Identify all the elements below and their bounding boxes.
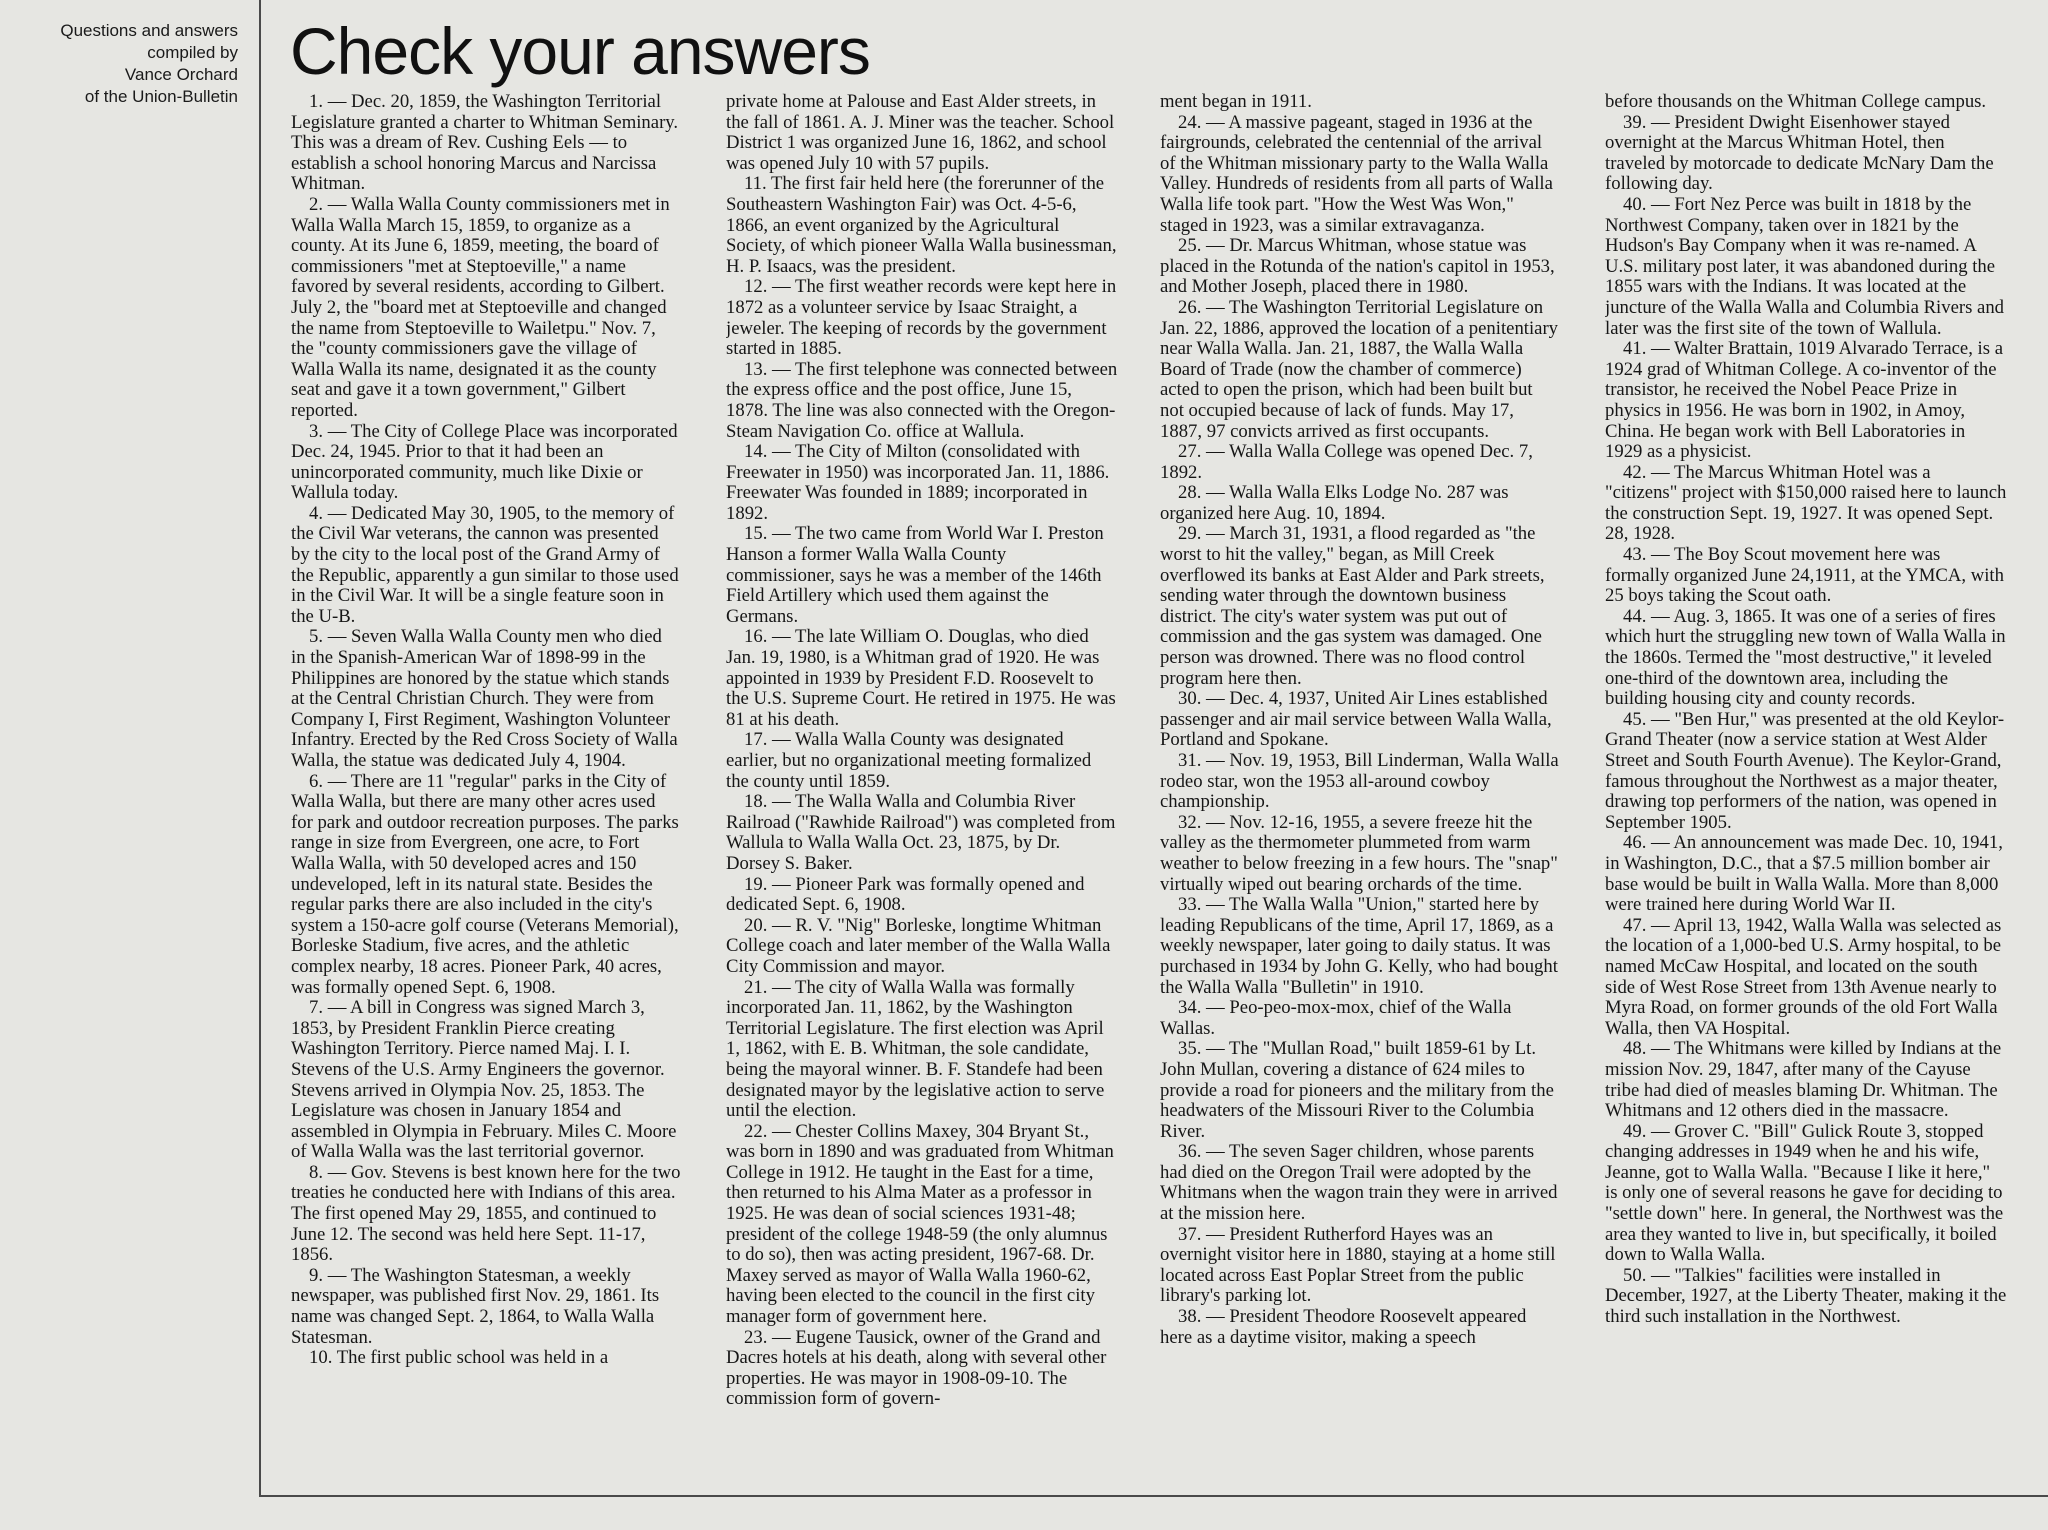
answer-paragraph: 38. — President Theodore Roosevelt appeared here as a daytime visitor, making a speech — [1160, 1306, 1527, 1348]
answer-paragraph: 32. — Nov. 12-16, 1955, a severe freeze hit the valley as the thermometer plummeted from warm weather to below freezing in a few hours. The "snap" virtually wiped out bearing orchards of the time. — [1160, 811, 1558, 895]
answer-paragraph: 46. — An announcement was made Dec. 10, 1941, in Washington, D.C., that a $7.5 million bomber air base would be built in Walla Walla. More than 8,000 were trained here during World War II. — [1605, 832, 2003, 916]
answer-paragraph: 44. — Aug. 3, 1865. It was one of a series of fires which hurt the struggling new town of Walla Walla in the 1860s. Termed the "most destructive," it leveled one-third of the downtown area, including the building housing city and county records. — [1605, 605, 2006, 710]
answer-paragraph: 26. — The Washington Territorial Legislature on Jan. 22, 1886, approved the location of a penitentiary near Walla Walla. Jan. 21, 1887, the Walla Walla Board of Trade (now the chamber of commerce) acted to open the prison, which had been built but not occupied because of lack of funds. May 17, 1887, 97 convicts arrived as first occupants. — [1160, 296, 1559, 442]
answer-paragraph: 33. — The Walla Walla "Union," started here by leading Republicans of the time, April 17, 1869, as a weekly newspaper, later going to daily status. It was purchased in 1934 by John G. Kelly, who had bought the Walla Walla "Bulletin" in 1910. — [1160, 894, 1558, 998]
answer-paragraph: 43. — The Boy Scout movement here was formally organized June 24,1911, at the YMCA, with 25 boys taking the Scout oath. — [1605, 544, 2004, 607]
answer-paragraph: before thousands on the Whitman College campus. — [1605, 92, 1987, 112]
answer-paragraph: 48. — The Whitmans were killed by Indians at the mission Nov. 29, 1847, after many of the Cayuse tribe had died of measles blaming Dr. Whitman. The Whitmans and 12 others died in the massacre. — [1605, 1038, 2002, 1122]
answer-paragraph: 22. — Chester Collins Maxey, 304 Bryant St., was born in 1890 and was graduated from Whitman College in 1912. He taught in the East for a time, then returned to his Alma Mater as a professor in 1925. He was dean of social sciences 1931-48; president of the college 1948-59 (the only alumnus to do so), then was acting president, 1967-68. Dr. Maxey served as mayor of Walla Walla 1960-62, having been elected to the council in the first city manager form of government here. — [726, 1120, 1114, 1328]
article-column-3 — [1160, 92, 1560, 1492]
answer-paragraph: 13. — The first telephone was connected between the express office and the post office, June 15, 1878. The line was also connected with the Oregon-Steam Navigation Co. office at Wallula. — [726, 358, 1118, 442]
answer-paragraph: 27. — Walla Walla College was opened Dec. 7, 1892. — [1160, 441, 1533, 483]
article-column-1 — [291, 92, 681, 1492]
answer-paragraph: 18. — The Walla Walla and Columbia River Railroad ("Rawhide Railroad") was completed from Wallula to Walla Walla Oct. 23, 1875, by Dr. Dorsey S. Baker. — [726, 791, 1116, 874]
answer-paragraph: 21. — The city of Walla Walla was formally incorporated Jan. 11, 1862, by the Washington Territorial Legislature. The first election was April 1, 1862, with E. B. Whitman, the sole candidate, being the mayoral winner. B. F. Standefe had been designated mayor by the legislative action to serve until the election. — [726, 976, 1105, 1122]
answer-paragraph: 34. — Peo-peo-mox-mox, chief of the Walla Wallas. — [1160, 997, 1512, 1039]
answer-paragraph: 8. — Gov. Stevens is best known here for the two treaties he conducted here with Indians of this area. The first opened May 29, 1855, and continued to June 12. The second was held here Sept. 11-17, 1856. — [291, 1161, 681, 1266]
answer-paragraph: 5. — Seven Walla Walla County men who died in the Spanish-American War of 1898-99 in the Philippines are honored by the statue which stands at the Central Christian Church. They were from Company I, First Regiment, Washington Volunteer Infantry. Erected by the Red Cross Society of Walla Walla, the statue was dedicated July 4, 1904. — [291, 626, 678, 771]
answer-paragraph: 20. — R. V. "Nig" Borleske, longtime Whitman College coach and later member of the Walla Walla City Commission and mayor. — [726, 914, 1111, 977]
answer-paragraph: 25. — Dr. Marcus Whitman, whose statue was placed in the Rotunda of the nation's capitol in 1953, and Mother Joseph, placed there in 1980. — [1160, 235, 1555, 298]
answer-paragraph: 31. — Nov. 19, 1953, Bill Linderman, Walla Walla rodeo star, won the 1953 all-around cowboy championship. — [1160, 750, 1559, 813]
answer-paragraph: 19. — Pioneer Park was formally opened and dedicated Sept. 6, 1908. — [726, 873, 1085, 916]
answer-paragraph: 37. — President Rutherford Hayes was an overnight visitor here in 1880, staying at a home still located across East Poplar Street from the public library's parking lot. — [1160, 1223, 1556, 1307]
answer-paragraph: 39. — President Dwight Eisenhower stayed overnight at the Marcus Whitman Hotel, then traveled by motorcade to dedicate McNary Dam the following day. — [1605, 111, 1994, 195]
byline-line-2: compiled by — [147, 43, 238, 62]
answer-paragraph: 50. — "Talkies" facilities were installed in December, 1927, at the Liberty Theater, making it the third such installation in the Northwest. — [1605, 1264, 2007, 1328]
column-rule-bottom — [259, 1495, 2048, 1497]
answer-paragraph: 49. — Grover C. "Bill" Gulick Route 3, stopped changing addresses in 1949 when he and his wife, Jeanne, got to Walla Walla. "Because I like it here," is only one of several reasons he gave for deciding to "settle down" here. In general, the Northwest was the area they wanted to live in, but specifically, it boiled down to Walla Walla. — [1605, 1120, 2004, 1266]
answer-paragraph: 24. — A massive pageant, staged in 1936 at the fairgrounds, celebrated the centennial of the arrival of the Whitman missionary party to the Walla Walla Valley. Hundreds of residents from all parts of Walla Walla life took part. "How the West Was Won," staged in 1923, was a similar extravaganza. — [1160, 111, 1553, 236]
answer-paragraph: 30. — Dec. 4, 1937, United Air Lines established passenger and air mail service between Walla Walla, Portland and Spokane. — [1160, 688, 1552, 751]
answer-paragraph: 3. — The City of College Place was incorporated Dec. 24, 1945. Prior to that it had been an unincorporated community, much like Dixie or Wallula today. — [291, 420, 678, 504]
answer-paragraph: ment began in 1911. — [1160, 92, 1312, 112]
byline-line-1: Questions and answers — [60, 21, 238, 40]
answer-paragraph: 4. — Dedicated May 30, 1905, to the memory of the Civil War veterans, the cannon was presented by the city to the local post of the Grand Army of the Republic, apparently a gun similar to those used in the Civil War. It will be a single feature soon in the U-B. — [291, 502, 679, 627]
answer-paragraph: 12. — The first weather records were kept here in 1872 as a volunteer service by Isaac Straight, a jeweler. The keeping of records by the government started in 1885. — [726, 276, 1117, 360]
answer-paragraph: 10. The first public school was held in a — [309, 1347, 609, 1369]
article-body — [0, 92, 2048, 1492]
answer-paragraph: 42. — The Marcus Whitman Hotel was a "citizens" project with $150,000 raised here to launch the construction Sept. 19, 1927. It was opened Sept. 28, 1928. — [1605, 461, 2007, 545]
answer-paragraph: 29. — March 31, 1931, a flood regarded as "the worst to hit the valley," began, as Mill Creek overflowed its banks at East Alder and Park streets, sending water through the downtown business district. The city's water system was put out of commission and the gas system was damaged. One person was drowned. There was no flood control program here then. — [1160, 523, 1545, 689]
answer-paragraph: 17. — Walla Walla County was designated earlier, but no organizational meeting formalized the county until 1859. — [726, 729, 1092, 792]
answer-paragraph: 35. — The "Mullan Road," built 1859-61 by Lt. John Mullan, covering a distance of 624 miles to provide a road for pioneers and the military from the headwaters of the Missouri River to the Columbia River. — [1160, 1038, 1554, 1142]
answer-paragraph: 6. — There are 11 "regular" parks in the City of Walla Walla, but there are many other acres used for park and outdoor recreation purposes. The parks range in size from Evergreen, one acre, to Fort Walla Walla, with 50 developed acres and 150 undeveloped, left in its natural state. Besides the regular parks there are also included in the city's system a 150-acre golf course (Veterans Memorial), Borleske Stadium, five acres, and the athletic complex nearby, 18 acres. Pioneer Park, 40 acres, was formally opened Sept. 6, 1908. — [291, 770, 679, 998]
answer-paragraph: 40. — Fort Nez Perce was built in 1818 by the Northwest Company, taken over in 1821 by the Hudson's Bay Company when it was re-named. A U.S. military post later, it was abandoned during the 1855 wars with the Indians. It was located at the juncture of the Walla Walla and Columbia Rivers and later was the first site of the town of Wallula. — [1605, 193, 2005, 339]
byline-line-4: of the Union-Bulletin — [84, 87, 238, 106]
answer-paragraph: 7. — A bill in Congress was signed March 3, 1853, by President Franklin Pierce creating Washington Territory. Pierce named Maj. I. I. Stevens of the U.S. Army Engineers the governor. Stevens arrived in Olympia Nov. 25, 1853. The Legislature was chosen in January 1854 and assembled in Olympia in February. Miles C. Moore of Walla Walla was the last territorial governor. — [291, 997, 677, 1163]
answer-paragraph: 1. — Dec. 20, 1859, the Washington Territorial Legislature granted a charter to Whitman Seminary. This was a dream of Rev. Cushing Eels — to establish a school honoring Marcus and Narcissa Whitman. — [291, 92, 679, 195]
byline-line-3: Vance Orchard — [124, 65, 238, 84]
answer-paragraph: 45. — "Ben Hur," was presented at the old Keylor-Grand Theater (now a service station at West Alder Street and South Fourth Avenue). The Keylor-Grand, famous throughout the Northwest as a major theater, drawing top performers of the nation, was opened in September 1905. — [1605, 708, 2005, 833]
answer-paragraph: 15. — The two came from World War I. Preston Hanson a former Walla Walla County commissioner, says he was a member of the 146th Field Artillery which used them against the Germans. — [726, 523, 1104, 627]
headline: Check your answers — [290, 14, 870, 88]
answer-paragraph: 11. The first fair held here (the forerunner of the Southeastern Washington Fair) was Oct. 4-5-6, 1866, an event organized by the Agricultural Society, of which pioneer Walla Walla businessman, H. P. Isaacs, was the president. — [726, 173, 1117, 277]
answer-paragraph: 28. — Walla Walla Elks Lodge No. 287 was organized here Aug. 10, 1894. — [1160, 482, 1509, 524]
answer-paragraph: 16. — The late William O. Douglas, who died Jan. 19, 1980, is a Whitman grad of 1920. He was appointed in 1939 by President F.D. Roosevelt to the U.S. Supreme Court. He retired in 1975. He was 81 at his death. — [726, 626, 1116, 730]
answer-paragraph: 36. — The seven Sager children, whose parents had died on the Oregon Trail were adopted by the Whitmans when the wagon train they were in arrived at the mission here. — [1160, 1141, 1558, 1225]
article-column-2 — [726, 92, 1118, 1492]
answer-paragraph: 2. — Walla Walla County commissioners met in Walla Walla March 15, 1859, to organize as a county. At its June 6, 1859, meeting, the board of commissioners "met at Steptoeville," a name favored by several residents, according to Gilbert. July 2, the "board met at Steptoeville and changed the name from Steptoeville to Wailetpu." Nov. 7, the "county commissioners gave the village of Walla Walla its name, designated it as the county seat and gave it a town government," Gilbert reported. — [291, 193, 670, 421]
answer-paragraph: private home at Palouse and East Alder streets, in the fall of 1861. A. J. Miner was the teacher. School District 1 was organized June 16, 1862, and school was opened July 10 with 57 pupils. — [726, 92, 1115, 174]
answer-paragraph: 47. — April 13, 1942, Walla Walla was selected as the location of a 1,000-bed U.S. Army hospital, to be named McCaw Hospital, and located on the south side of West Rose Street from 13th Avenue nearly to Myra Road, on former grounds of the old Fort Walla Walla, then VA Hospital. — [1605, 914, 2002, 1039]
answer-paragraph: 23. — Eugene Tausick, owner of the Grand and Dacres hotels at his death, along with several other properties. He was mayor in 1908-09-10. The commission form of govern- — [726, 1326, 1107, 1410]
article-column-4 — [1605, 92, 2007, 1492]
answer-paragraph: 9. — The Washington Statesman, a weekly newspaper, was published first Nov. 29, 1861. Its name was changed Sept. 2, 1864, to Walla Walla Statesman. — [291, 1264, 660, 1348]
answer-paragraph: 41. — Walter Brattain, 1019 Alvarado Terrace, is a 1924 grad of Whitman College. A co-inventor of the transistor, he received the Nobel Peace Prize in physics in 1956. He was born in 1902, in Amoy, China. He began work with Bell Laboratories in 1929 as a physicist. — [1605, 338, 2003, 463]
answer-paragraph: 14. — The City of Milton (consolidated with Freewater in 1950) was incorporated Jan. 11, 1886. Freewater Was founded in 1889; incorporated in 1892. — [726, 441, 1110, 524]
